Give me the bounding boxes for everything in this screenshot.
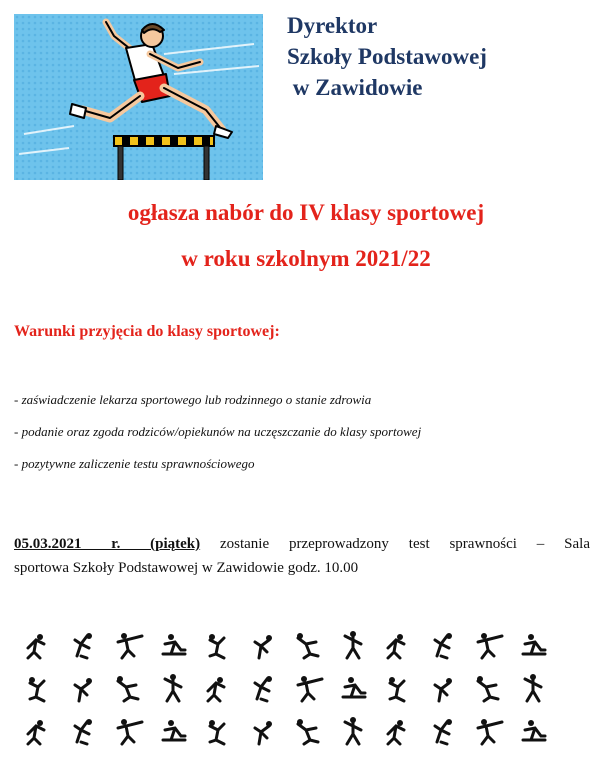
- announcement-line-2: w roku szkolnym 2021/22: [181, 246, 431, 271]
- condition-item: - podanie oraz zgoda rodziców/opiekunów na uczęszczanie do klasy sportowej: [14, 424, 422, 439]
- athlete-pictogram-icon: [525, 674, 541, 701]
- header-title: [287, 10, 487, 103]
- athlete-pictogram-icon: [117, 676, 138, 701]
- athlete-pictogram-icon: [389, 677, 404, 701]
- athlete-pictogram-icon: [163, 720, 185, 740]
- athlete-pictogram-icon: [388, 720, 404, 744]
- test-text-2: sportowa Szkoły Podstawowej w Zawidowie godz. 10.00: [14, 560, 359, 576]
- athlete-pictogram-icon: [208, 677, 224, 701]
- athlete-pictogram-icon: [163, 634, 185, 654]
- athlete-pictogram-icon: [477, 676, 498, 701]
- athlete-pictogram-icon: [255, 676, 272, 701]
- header-line-3: w Zawidowie: [287, 75, 423, 100]
- athlete-pictogram-icon: [209, 634, 224, 658]
- athlete-pictogram-icon: [28, 720, 44, 744]
- hurdler-illustration: [14, 14, 263, 180]
- athlete-pictogram-icon: [118, 633, 142, 658]
- athlete-pictogram-icon: [297, 719, 318, 744]
- athlete-pictogram-icon: [28, 634, 44, 658]
- athlete-pictogram-icon: [478, 719, 502, 744]
- athletics-pictograms: [22, 628, 562, 754]
- athlete-pictogram-icon: [75, 678, 92, 701]
- test-text-1: zostanie przeprowadzony test sprawności – Sala: [200, 536, 590, 552]
- condition-item: - pozytywne zaliczenie testu sprawnościowego: [14, 456, 255, 471]
- athlete-pictogram-icon: [255, 635, 272, 658]
- athlete-pictogram-icon: [297, 633, 318, 658]
- athlete-pictogram-icon: [435, 719, 452, 744]
- header-line-2: Szkoły Podstawowej: [287, 44, 487, 69]
- athlete-pictogram-icon: [388, 634, 404, 658]
- athlete-pictogram-icon: [343, 677, 365, 697]
- test-info-line-1: [14, 532, 590, 556]
- conditions-heading: Warunki przyjęcia do klasy sportowej:: [14, 323, 280, 340]
- athlete-pictogram-icon: [75, 719, 92, 744]
- athlete-pictogram-icon: [118, 719, 142, 744]
- athlete-pictogram-icon: [345, 631, 361, 658]
- athlete-pictogram-icon: [255, 721, 272, 744]
- test-date: 05.03.2021 r. (piątek): [14, 536, 201, 552]
- announcement-line-1: ogłasza nabór do IV klasy sportowej: [127, 200, 485, 225]
- athlete-pictogram-icon: [523, 634, 545, 654]
- athlete-pictogram-icon: [298, 676, 322, 701]
- athlete-pictogram-icon: [435, 633, 452, 658]
- athlete-pictogram-icon: [345, 717, 361, 744]
- condition-item: - zaświadczenie lekarza sportowego lub rodzinnego o stanie zdrowia: [14, 392, 372, 407]
- athlete-pictogram-icon: [209, 720, 224, 744]
- test-info: [14, 532, 590, 580]
- athlete-pictogram-icon: [435, 678, 452, 701]
- athlete-pictogram-icon: [75, 633, 92, 658]
- athlete-pictogram-icon: [29, 677, 44, 701]
- header-line-1: Dyrektor: [287, 13, 378, 38]
- athlete-pictogram-icon: [523, 720, 545, 740]
- athlete-pictogram-icon: [478, 633, 502, 658]
- athlete-pictogram-icon: [165, 674, 181, 701]
